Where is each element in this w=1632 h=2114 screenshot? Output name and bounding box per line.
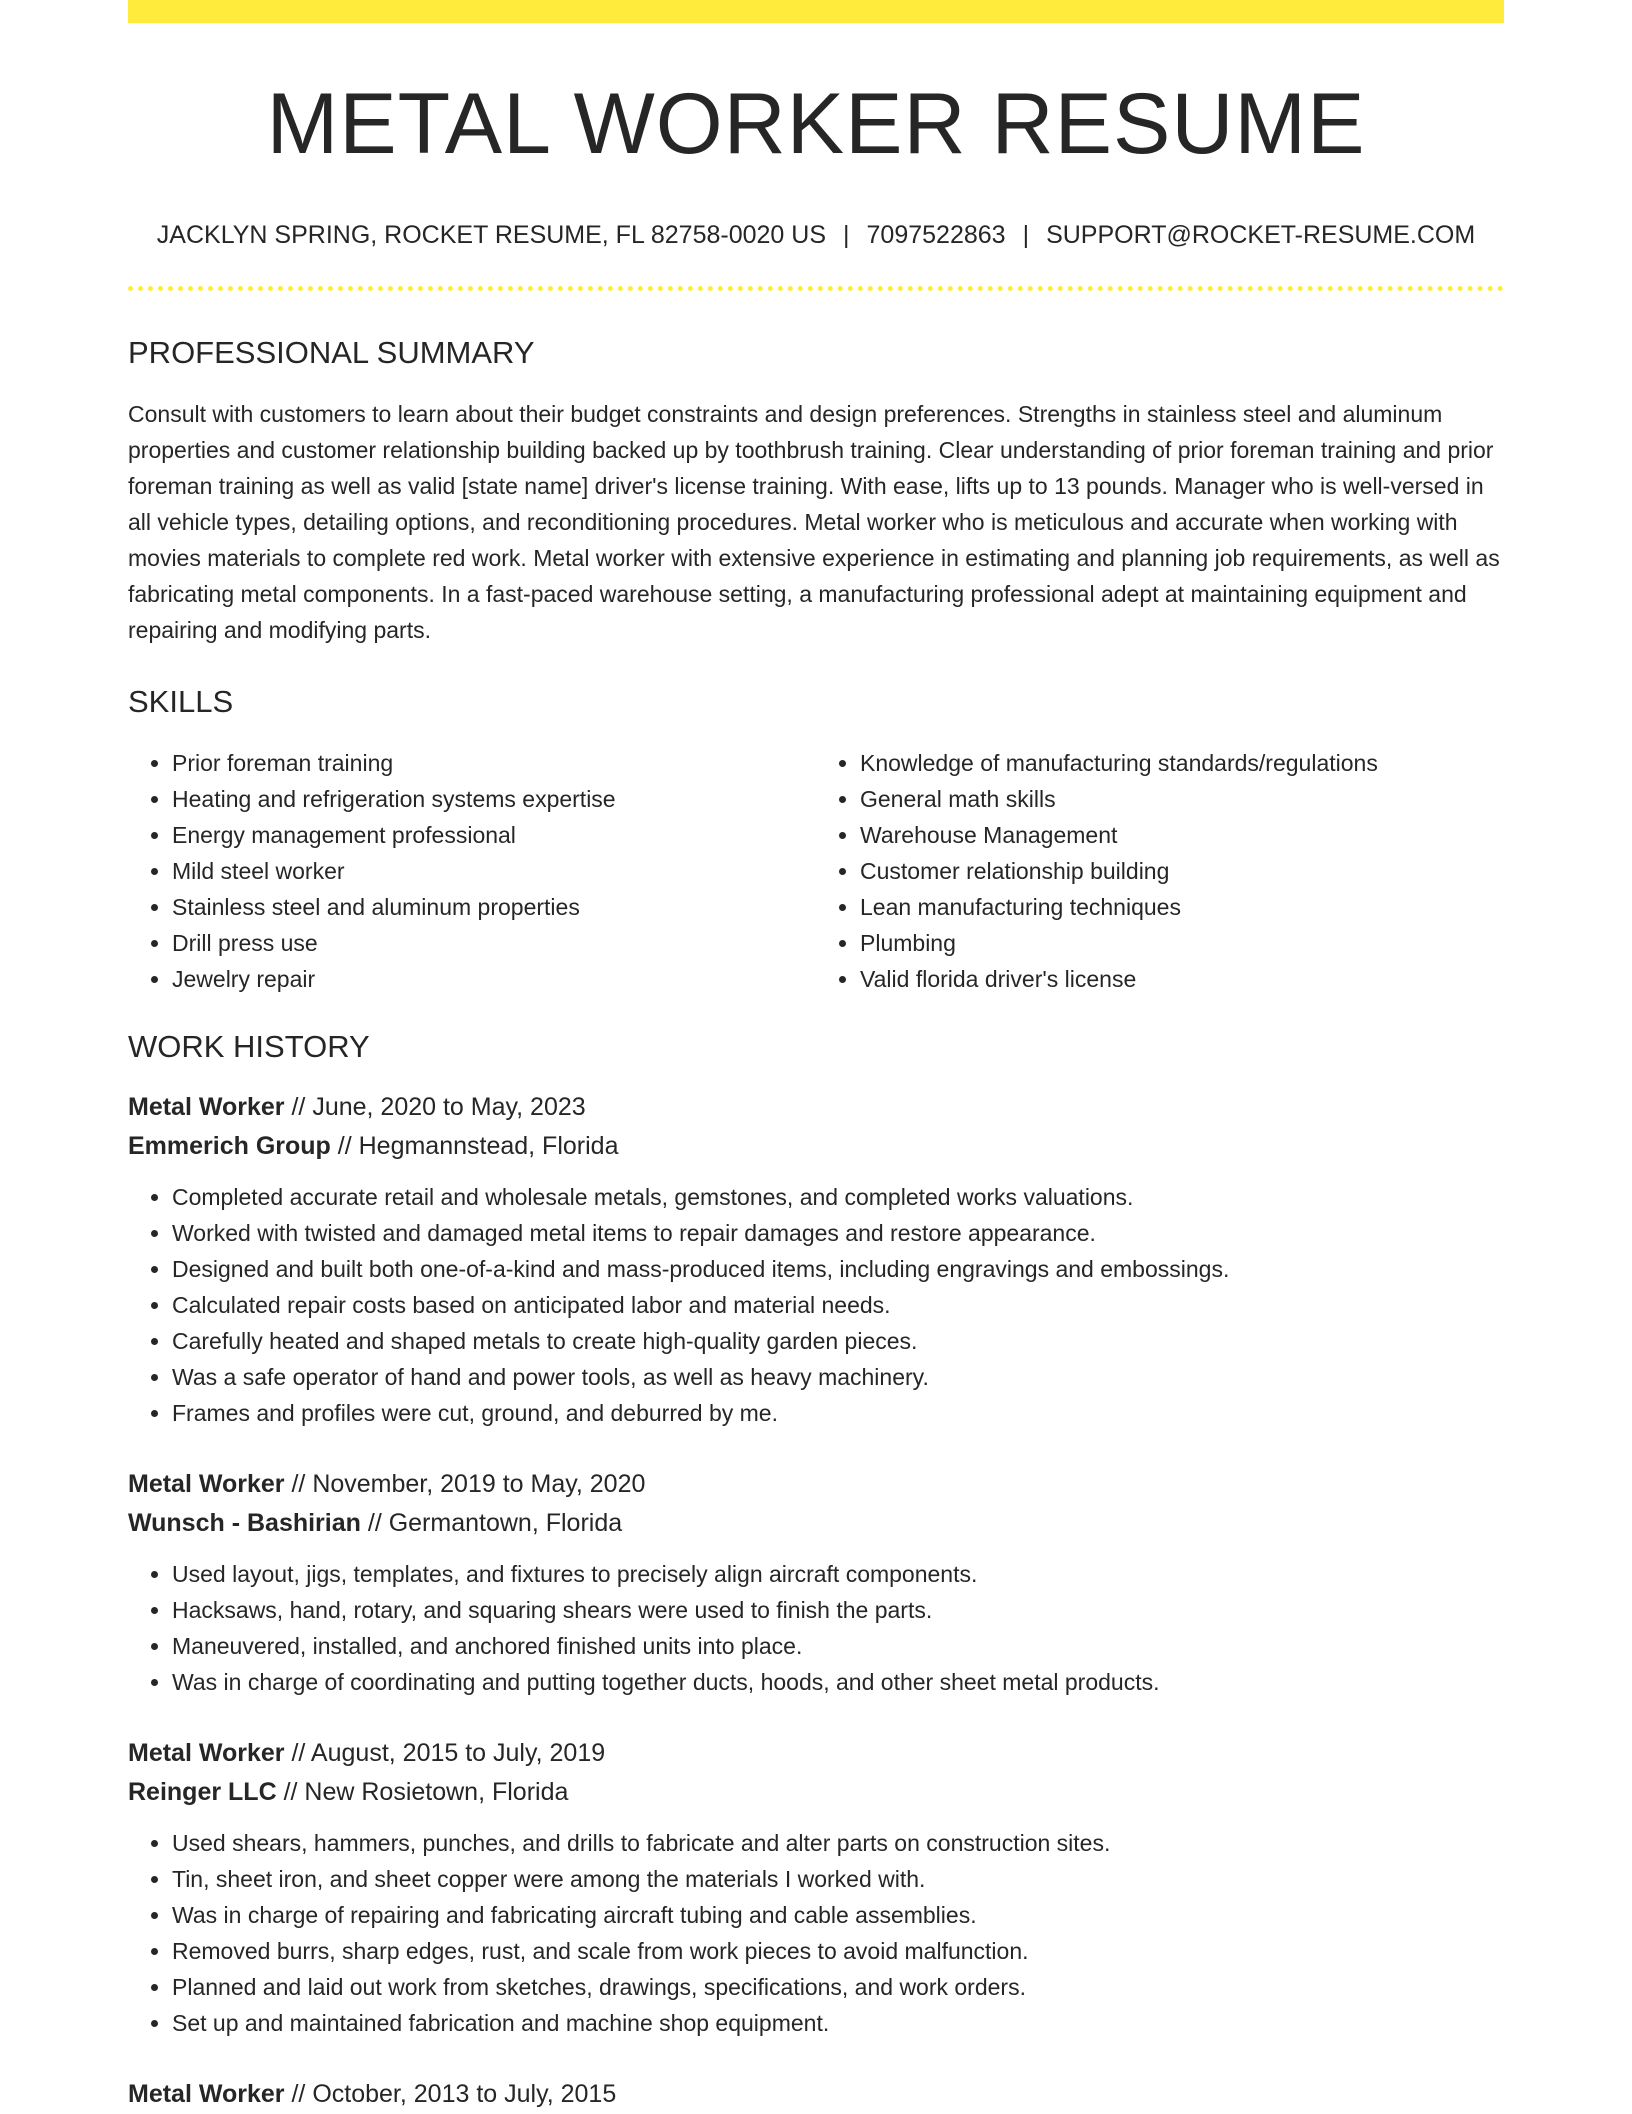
job-entry <box>128 1734 1504 2041</box>
job-company-line <box>128 1127 1504 1166</box>
skill-item: • Valid florida driver's license <box>860 961 1504 997</box>
job-bullet: • Was in charge of repairing and fabricating aircraft tubing and cable assemblies. <box>172 1897 1504 1933</box>
contact-phone: 7097522863 <box>866 221 1006 249</box>
contact-email[interactable]: SUPPORT@ROCKET-RESUME.COM <box>1046 221 1476 249</box>
job-company-line <box>128 1504 1504 1543</box>
job-bullet: • Planned and laid out work from sketches, drawings, specifications, and work orders. <box>172 1969 1504 2005</box>
skill-item: • Heating and refrigeration systems expertise <box>172 781 816 817</box>
skill-item: • Mild steel worker <box>172 853 816 889</box>
skill-item: • Customer relationship building <box>860 853 1504 889</box>
skill-item: • Energy management professional <box>172 817 816 853</box>
job-bullet: • Carefully heated and shaped metals to create high-quality garden pieces. <box>172 1323 1504 1359</box>
job-bullet: • Designed and built both one-of-a-kind and mass-produced items, including engravings and embossings. <box>172 1251 1504 1287</box>
skill-item: • Prior foreman training <box>172 745 816 781</box>
job-bullets <box>128 1556 1504 1700</box>
job-entry <box>128 1465 1504 1700</box>
job-role: Metal Worker <box>128 1470 285 1498</box>
job-bullet: • Maneuvered, installed, and anchored finished units into place. <box>172 1628 1504 1664</box>
skill-item: • Lean manufacturing techniques <box>860 889 1504 925</box>
job-bullet: • Removed burrs, sharp edges, rust, and scale from work pieces to avoid malfunction. <box>172 1933 1504 1969</box>
skill-item: • Plumbing <box>860 925 1504 961</box>
contact-separator: | <box>1022 221 1030 249</box>
job-role-line <box>128 1734 1504 1773</box>
job-bullet: • Tin, sheet iron, and sheet copper were among the materials I worked with. <box>172 1861 1504 1897</box>
job-bullet: • Was in charge of coordinating and putting together ducts, hoods, and other sheet metal products. <box>172 1664 1504 1700</box>
job-bullet: • Hacksaws, hand, rotary, and squaring shears were used to finish the parts. <box>172 1592 1504 1628</box>
job-bullets <box>128 1825 1504 2041</box>
job-bullet: • Frames and profiles were cut, ground, and deburred by me. <box>172 1395 1504 1431</box>
dotted-divider <box>128 286 1504 291</box>
job-dates: // November, 2019 to May, 2020 <box>284 1470 646 1498</box>
skill-item: • General math skills <box>860 781 1504 817</box>
top-accent-bar <box>128 0 1504 23</box>
job-role-line <box>128 1088 1504 1127</box>
resume-page <box>128 0 1504 2114</box>
job-bullet: • Was a safe operator of hand and power tools, as well as heavy machinery. <box>172 1359 1504 1395</box>
job-bullet: • Calculated repair costs based on anticipated labor and material needs. <box>172 1287 1504 1323</box>
job-role-line <box>128 1465 1504 1504</box>
work-history-heading: WORK HISTORY <box>128 1029 370 1064</box>
job-bullet: • Used shears, hammers, punches, and drills to fabricate and alter parts on construction sites. <box>172 1825 1504 1861</box>
skills-columns <box>128 745 1504 997</box>
job-role-line <box>128 2075 1504 2114</box>
job-location: // Germantown, Florida <box>360 1509 623 1537</box>
job-company: Emmerich Group <box>128 1132 331 1160</box>
skills-right-list <box>816 745 1504 997</box>
summary-text: Consult with customers to learn about their budget constraints and design preferences. Strengths in stainless steel and aluminum properties and customer relationship building backed up by toothbrush training. Clear understanding of prior foreman training and prior foreman training as well as valid [state name] driver's license training. With ease, lifts up to 13 pounds. Manager who is well-versed in all vehicle types, detailing options, and reconditioning procedures. Metal worker who is meticulous and accurate when working with movies materials to complete red work. Metal worker with extensive experience in estimating and planning job requirements, as well as fabricating metal components. In a fast-paced warehouse setting, a manufacturing professional adept at maintaining equipment and repairing and modifying parts. <box>128 401 1500 643</box>
job-company: Reinger LLC <box>128 1778 277 1806</box>
job-bullet: • Used layout, jigs, templates, and fixtures to precisely align aircraft components. <box>172 1556 1504 1592</box>
skill-item: • Warehouse Management <box>860 817 1504 853</box>
job-bullet: • Completed accurate retail and wholesale metals, gemstones, and completed works valuations. <box>172 1179 1504 1215</box>
job-location: // Hegmannstead, Florida <box>330 1132 619 1160</box>
job-bullet: • Set up and maintained fabrication and machine shop equipment. <box>172 2005 1504 2041</box>
contact-line <box>128 223 1504 248</box>
summary-heading: PROFESSIONAL SUMMARY <box>128 335 535 370</box>
skill-item: • Drill press use <box>172 925 816 961</box>
job-dates: // October, 2013 to July, 2015 <box>284 2080 617 2108</box>
skill-item: • Jewelry repair <box>172 961 816 997</box>
job-entry-cut-off <box>128 2075 1504 2114</box>
skills-heading: SKILLS <box>128 684 234 719</box>
job-role: Metal Worker <box>128 1739 285 1767</box>
job-role: Metal Worker <box>128 1093 285 1121</box>
contact-address: JACKLYN SPRING, ROCKET RESUME, FL 82758-0020 US <box>156 221 827 249</box>
job-location: // New Rosietown, Florida <box>276 1778 569 1806</box>
resume-title: METAL WORKER RESUME <box>266 76 1366 172</box>
job-company-line <box>128 1773 1504 1812</box>
job-bullets <box>128 1179 1504 1431</box>
job-dates: // June, 2020 to May, 2023 <box>284 1093 586 1121</box>
skill-item: • Stainless steel and aluminum properties <box>172 889 816 925</box>
job-entry <box>128 1088 1504 1431</box>
job-company: Wunsch - Bashirian <box>128 1509 361 1537</box>
job-dates: // August, 2015 to July, 2019 <box>284 1739 606 1767</box>
skills-left-list <box>128 745 816 997</box>
skill-item: • Knowledge of manufacturing standards/regulations <box>860 745 1504 781</box>
job-bullet: • Worked with twisted and damaged metal items to repair damages and restore appearance. <box>172 1215 1504 1251</box>
job-role: Metal Worker <box>128 2080 285 2108</box>
contact-separator: | <box>843 221 850 249</box>
